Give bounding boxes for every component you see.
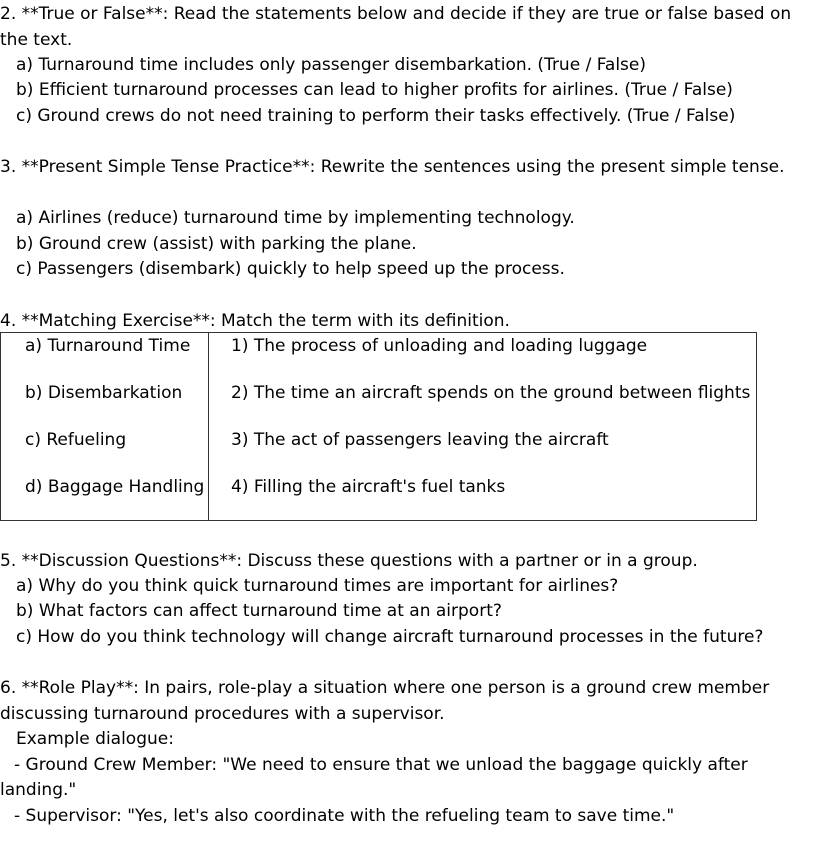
definition-3: 3) The act of passengers leaving the aircraft	[231, 430, 609, 450]
section3-item-c: c) Passengers (disembark) quickly to help speed up the process.	[16, 259, 565, 279]
definition-4: 4) Filling the aircraft's fuel tanks	[231, 477, 506, 497]
term-c: c) Refueling	[25, 430, 127, 450]
section6-dialogue-line3: - Supervisor: "Yes, let's also coordinate with the refueling team to save time."	[14, 806, 675, 826]
section5-heading: 5. **Discussion Questions**: Discuss these questions with a partner or in a group.	[0, 551, 698, 571]
section6-heading-line2: discussing turnaround procedures with a supervisor.	[0, 704, 445, 724]
section5-item-a: a) Why do you think quick turnaround times are important for airlines?	[16, 576, 619, 596]
term-a: a) Turnaround Time	[25, 336, 191, 356]
section5-item-c: c) How do you think technology will change aircraft turnaround processes in the future?	[16, 627, 764, 647]
section6-example-label: Example dialogue:	[16, 729, 174, 749]
terms-column	[1, 333, 209, 521]
section2-heading-line1: 2. **True or False**: Read the statements below and decide if they are true or false based on	[0, 4, 792, 24]
section2-heading-line2: the text.	[0, 30, 73, 50]
definitions-column	[209, 333, 757, 521]
section6-dialogue-line1: - Ground Crew Member: "We need to ensure that we unload the baggage quickly after	[14, 755, 748, 775]
section3-item-a: a) Airlines (reduce) turnaround time by implementing technology.	[16, 208, 575, 228]
section3-item-b: b) Ground crew (assist) with parking the plane.	[16, 234, 417, 254]
matching-table	[0, 332, 757, 521]
term-b: b) Disembarkation	[25, 383, 183, 403]
section5-item-b: b) What factors can affect turnaround time at an airport?	[16, 601, 502, 621]
term-d: d) Baggage Handling	[25, 477, 205, 497]
table-row	[1, 333, 757, 521]
section2-item-c: c) Ground crews do not need training to perform their tasks effectively. (True / False)	[16, 106, 736, 126]
section2-item-b: b) Efficient turnaround processes can lead to higher profits for airlines. (True / False)	[16, 80, 733, 100]
definition-2: 2) The time an aircraft spends on the ground between flights	[231, 383, 751, 403]
definition-1: 1) The process of unloading and loading luggage	[231, 336, 648, 356]
section3-heading: 3. **Present Simple Tense Practice**: Rewrite the sentences using the present simple tense.	[0, 157, 785, 177]
section6-heading-line1: 6. **Role Play**: In pairs, role-play a situation where one person is a ground crew member	[0, 678, 770, 698]
section2-item-a: a) Turnaround time includes only passenger disembarkation. (True / False)	[16, 55, 647, 75]
section6-dialogue-line2: landing."	[0, 780, 77, 800]
section4-heading: 4. **Matching Exercise**: Match the term with its definition.	[0, 311, 510, 331]
